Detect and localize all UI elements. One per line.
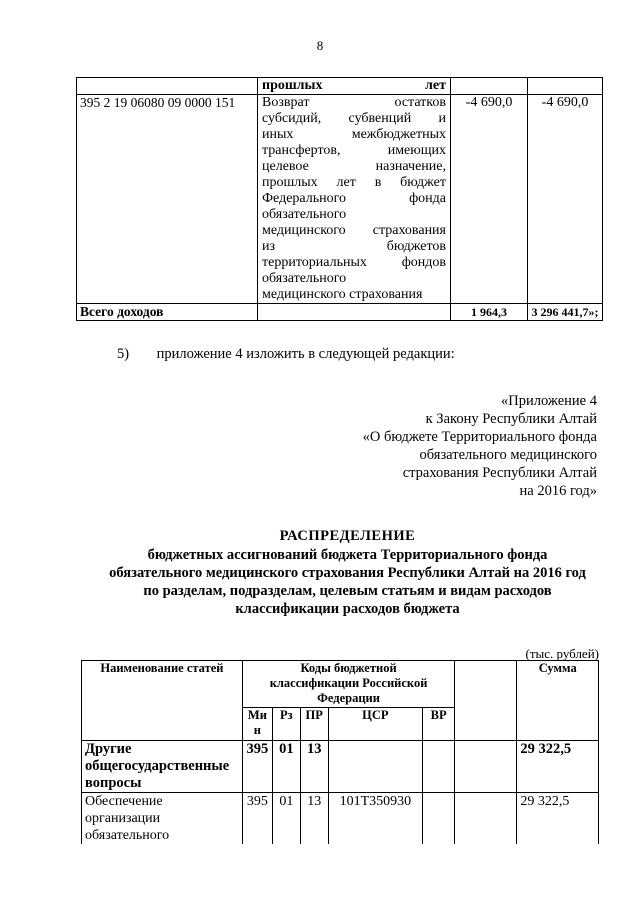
value-cell: -4 690,0	[528, 95, 603, 304]
row-csr	[328, 741, 422, 793]
total-value: 3 296 441,7»;	[528, 304, 603, 321]
appendix-ref-line: обязательного медицинского	[419, 447, 597, 463]
name-line: прошлых лет в бюджет	[262, 175, 446, 190]
name-line: обязательного	[262, 207, 347, 222]
header-line: Федерации	[317, 691, 380, 705]
row-pr: 13	[300, 793, 328, 845]
unit-note: (тыс. рублей)	[525, 646, 599, 661]
appendix-reference	[363, 392, 597, 500]
name-cell	[258, 304, 451, 321]
name-line: территориальных фондов	[262, 255, 446, 270]
name-line: обязательного	[262, 271, 347, 286]
row-rz: 01	[272, 741, 300, 793]
row-sum: 29 322,5	[517, 793, 599, 845]
header-blank	[455, 661, 517, 741]
name-line: целевое назначение,	[262, 159, 446, 174]
appendix-ref-line: «Приложение 4	[501, 393, 597, 409]
name-line: из бюджетов	[262, 239, 446, 254]
value-cell	[528, 78, 603, 95]
header-min	[242, 708, 272, 741]
appendix-ref-line: на 2016 год»	[519, 483, 597, 499]
header-row	[82, 661, 599, 708]
amendment-item	[117, 346, 455, 363]
header-sum: Сумма	[517, 661, 599, 741]
name-line: иных межбюджетных	[262, 127, 446, 142]
row-blank	[455, 741, 517, 793]
row-name	[82, 741, 243, 793]
total-value: 1 964,3	[451, 304, 528, 321]
document-title: РАСПРЕДЕЛЕНИЕ	[279, 528, 416, 544]
row-blank	[455, 793, 517, 845]
name-line: трансфертов, имеющих	[262, 143, 446, 158]
table-row	[77, 95, 603, 304]
row-vr	[423, 793, 455, 845]
row-rz: 01	[272, 793, 300, 845]
subtitle-line: бюджетных ассигнований бюджета Территориального фонда	[147, 547, 548, 563]
header-rz: Рз	[272, 708, 300, 741]
row-name	[82, 793, 243, 845]
row-vr	[423, 741, 455, 793]
header-line: н	[253, 723, 261, 737]
value-cell	[451, 78, 528, 95]
page-number: 8	[316, 38, 324, 53]
row-name-line: Обеспечение	[85, 794, 163, 809]
table-row	[77, 78, 603, 95]
table-row	[82, 793, 599, 845]
row-min: 395	[242, 741, 272, 793]
subtitle-line: по разделам, подразделам, целевым статьям и видам расходов	[143, 583, 552, 599]
appendix-ref-line: «О бюджете Территориального фонда	[362, 429, 597, 445]
amendment-text: приложение 4 изложить в следующей редакции:	[156, 346, 455, 362]
row-name-line: общегосударственные	[85, 758, 230, 774]
row-name-line: Другие	[85, 741, 132, 757]
name-line: субсидий, субвенций и	[262, 111, 446, 126]
total-label: Всего доходов	[77, 304, 258, 321]
total-row	[77, 304, 603, 321]
name-cell: прошлых лет	[258, 78, 451, 95]
code-cell: 395 2 19 06080 09 0000 151	[77, 95, 258, 304]
row-min: 395	[242, 793, 272, 845]
row-name-line: обязательного	[85, 828, 170, 843]
subtitle-line: классификации расходов бюджета	[235, 601, 460, 617]
document-subtitle	[60, 546, 635, 618]
value-cell: -4 690,0	[451, 95, 528, 304]
header-line: Коды бюджетной	[300, 661, 397, 675]
income-table	[76, 77, 603, 321]
row-name-line: организации	[85, 811, 161, 826]
name-line: Возврат остатков	[262, 95, 446, 110]
header-csr: ЦСР	[328, 708, 422, 741]
name-cell	[258, 95, 451, 304]
distribution-table	[81, 660, 599, 844]
table-row	[82, 741, 599, 793]
header-pr: ПР	[300, 708, 328, 741]
header-codes-group	[242, 661, 454, 708]
header-vr: ВР	[423, 708, 455, 741]
name-line: медицинского страхования	[262, 223, 446, 238]
header-line: классификации Российской	[269, 676, 428, 690]
appendix-ref-line: страхования Республики Алтай	[402, 465, 597, 481]
amendment-number: 5)	[117, 346, 130, 362]
row-pr: 13	[300, 741, 328, 793]
subtitle-line: обязательного медицинского страхования Республики Алтай на 2016 год	[109, 565, 586, 581]
appendix-ref-line: к Закону Республики Алтай	[425, 411, 597, 427]
code-cell	[77, 78, 258, 95]
name-line: Федерального фонда	[262, 191, 446, 206]
row-name-line: вопросы	[85, 775, 142, 791]
row-sum: 29 322,5	[517, 741, 599, 793]
name-line: медицинского страхования	[262, 287, 423, 302]
header-name: Наименование статей	[82, 661, 243, 741]
header-line: Ми	[247, 708, 267, 722]
row-csr: 101Т350930	[328, 793, 422, 845]
